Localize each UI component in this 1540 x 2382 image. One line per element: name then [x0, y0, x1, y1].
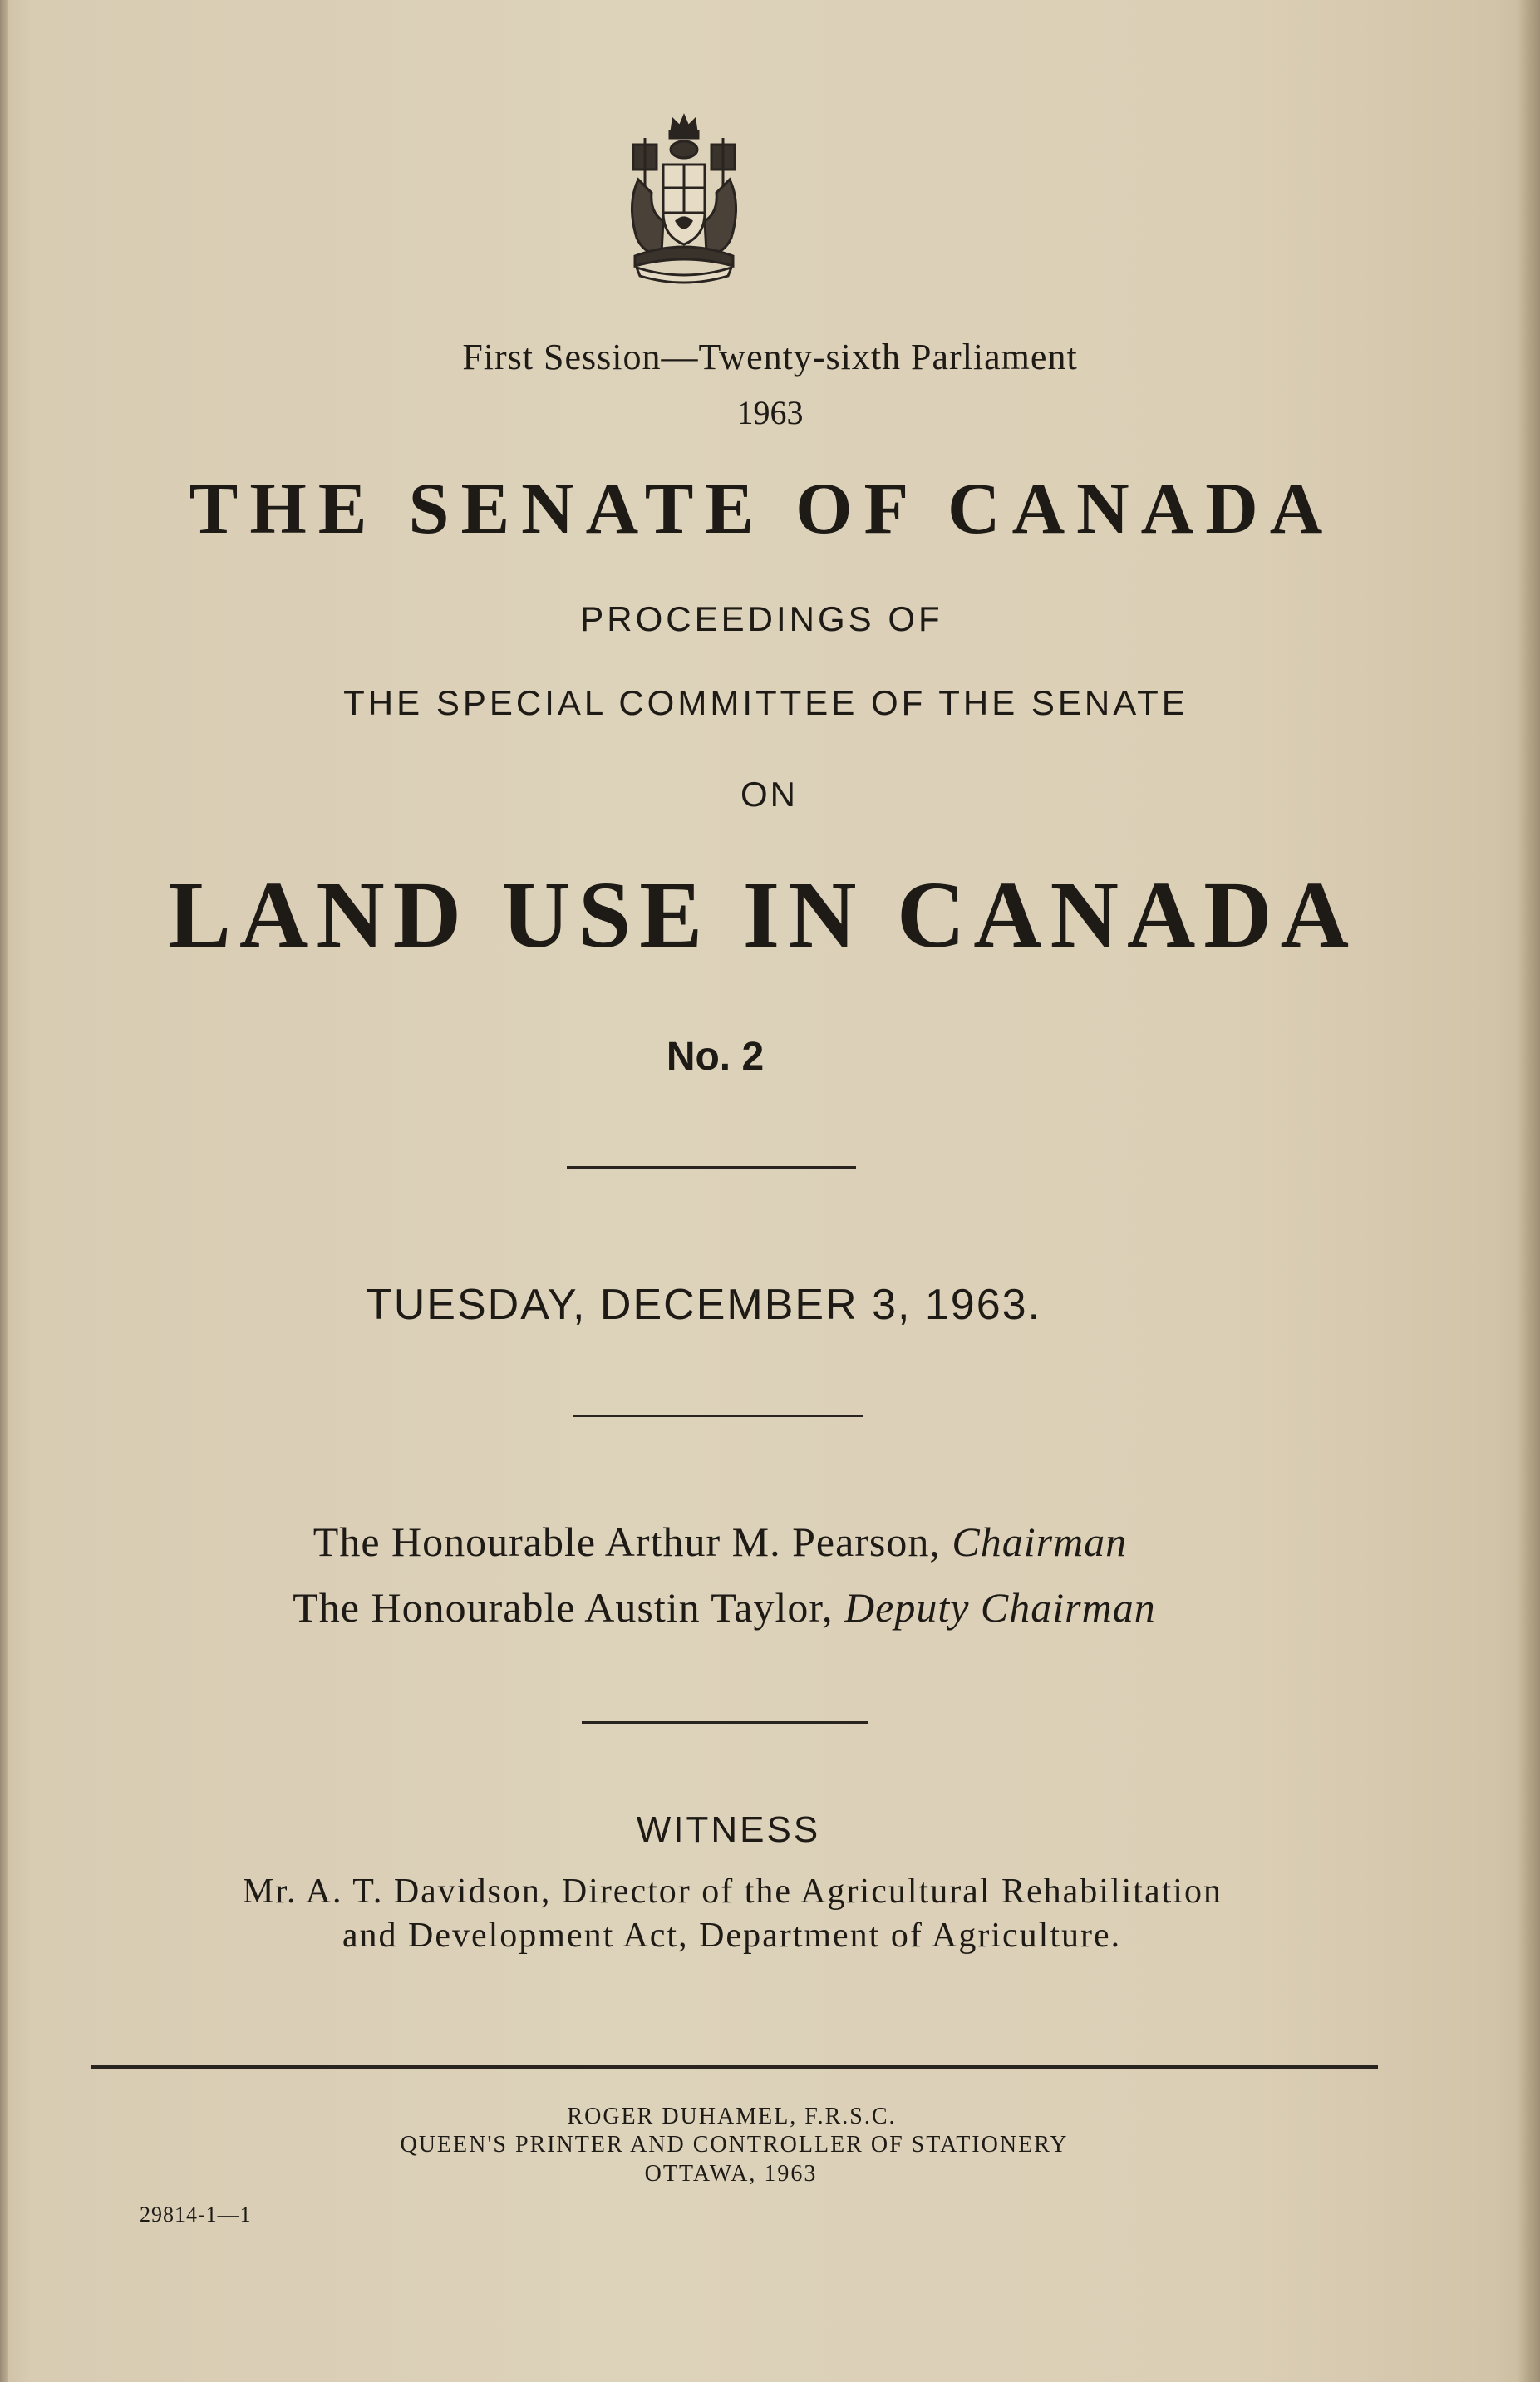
printer-title: QUEEN'S PRINTER AND CONTROLLER OF STATIONERY	[400, 2132, 1069, 2158]
on-heading: ON	[740, 775, 798, 814]
proceedings-heading: PROCEEDINGS OF	[580, 599, 943, 638]
chairman-line	[0, 1518, 1490, 1566]
deputy-chairman-role: Deputy Chairman	[844, 1584, 1156, 1631]
committee-heading: THE SPECIAL COMMITTEE OF THE SENATE	[343, 683, 1188, 722]
chairman-name: The Honourable Arthur M. Pearson,	[312, 1518, 941, 1565]
divider-2	[573, 1415, 863, 1417]
printer-location: OTTAWA, 1963	[644, 2161, 818, 2187]
meeting-date: TUESDAY, DECEMBER 3, 1963.	[365, 1281, 1042, 1329]
divider-1	[567, 1166, 856, 1169]
witness-heading: WITNESS	[636, 1809, 821, 1850]
witness-line-1: Mr. A. T. Davidson, Director of the Agricultural Rehabilitation	[243, 1873, 1223, 1911]
issue-number: No. 2	[666, 1035, 765, 1079]
senate-title: THE SENATE OF CANADA	[189, 469, 1335, 549]
session-line: First Session—Twenty-sixth Parliament	[462, 337, 1078, 377]
document-number: 29814-1—1	[140, 2202, 252, 2227]
printer-name: ROGER DUHAMEL, F.R.S.C.	[567, 2104, 897, 2129]
divider-3	[582, 1721, 868, 1724]
deputy-chairman-line	[0, 1583, 1494, 1631]
deputy-chairman-name: The Honourable Austin Taylor,	[293, 1584, 834, 1631]
footer-rule	[91, 2065, 1378, 2069]
chairman-role: Chairman	[952, 1518, 1128, 1565]
witness-line-2: and Development Act, Department of Agriculture.	[342, 1917, 1122, 1955]
subject-title: LAND USE IN CANADA	[168, 862, 1357, 967]
royal-coat-of-arms-icon	[622, 113, 746, 288]
session-year: 1963	[736, 394, 804, 431]
